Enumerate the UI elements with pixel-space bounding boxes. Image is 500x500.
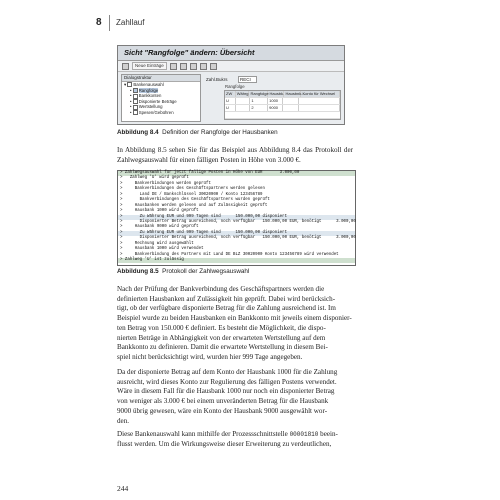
tree-item-spesen[interactable]: • Spesen/Gebühren <box>130 109 174 115</box>
folder-icon <box>127 82 132 87</box>
log-line: > Zu Währung EUR und 999 Tagen sind 150.000,00 disponiert <box>118 231 355 236</box>
tree-header: Dialogstruktur <box>122 75 200 82</box>
text-line: Bankkonto zu definieren. Damit die erwartete Wertstellung in diesem Bei- <box>117 343 328 352</box>
table-cell: U <box>225 105 236 111</box>
folder-icon <box>133 105 138 110</box>
tree-item-wertstellung[interactable]: • Wertstellung <box>130 104 163 110</box>
tree-item-bankenauswahl[interactable]: ▾ Bankenauswahl <box>124 82 164 87</box>
text-line: definierten Hausbanken auf Zulässigkeit hin geprüft. Dabei wird berücksich- <box>117 294 336 303</box>
text-line: von weniger als 3.000 € bei einem unveränderten Betrag für die Hausbank <box>117 397 329 406</box>
text-line: 9000 übrig gewesen, wäre ein Konto der Hausbank 9000 ausgewählt wor- <box>117 406 328 415</box>
paragraph-hausbank-auswahl <box>117 368 353 426</box>
text-line: Wäre in diesem Fall für die Hausbank 1000 nur noch ein disponierter Betrag <box>117 387 335 396</box>
undo-icon[interactable] <box>190 63 197 70</box>
caption-text: Definition der Rangfolge der Hausbanken <box>162 129 278 136</box>
tree-item-rangfolge[interactable]: • Rangfolge <box>130 87 159 93</box>
figure-caption-8-4 <box>117 129 278 136</box>
folder-icon <box>133 110 138 115</box>
log-line: > Disponierter Betrag ausreichend, noch verfügbar 150.000,00 EUR, benötigt 3.000,00 <box>120 219 356 224</box>
log-line: > Hausbank 1000 wird geprüft <box>120 209 199 214</box>
log-line: > Rechnung wird ausgewählt <box>120 241 194 246</box>
table-caption: Rangfolge <box>225 84 245 89</box>
log-line: > Hausbank 9000 wird geprüft <box>120 225 199 230</box>
text-span: beein- <box>318 430 338 438</box>
text-line: spiel nicht berücksichtigt wird, wurden hier 999 Tage angegeben. <box>117 352 303 361</box>
caption-label: Abbildung 8.4 <box>117 129 159 136</box>
text-line: Da der disponierte Betrag auf dem Konto der Hausbank 1000 für die Zahlung <box>117 368 338 376</box>
paragraph-prozessschnittstelle <box>117 430 353 449</box>
table-cell: 9000 <box>268 105 283 111</box>
column-header: Hausbk. <box>269 91 285 96</box>
tree-item-disponierte-betraege[interactable]: • Disponierte Beträge <box>130 98 177 104</box>
table-row[interactable] <box>225 98 340 105</box>
table-cell: 1 <box>250 98 268 104</box>
intro-paragraph: In Abbildung 8.5 sehen Sie für das Beispiel aus Abbildung 8.4 das Protokoll der Zahlwegsauswahl für einen fälligen Posten in Höhe von 3.000 €. <box>117 146 353 164</box>
table-cell <box>299 105 340 111</box>
column-header: Konto für Wechsel <box>301 91 340 97</box>
text-line: nierten Beträge in Abhängigkeit von der erwarteten Wertstellung auf dem <box>117 333 326 342</box>
text-line: den. <box>117 416 130 425</box>
figure-caption-8-5 <box>117 268 249 275</box>
text-line: Nach der Prüfung der Bankverbindung des Geschäftspartners werden die <box>117 285 325 293</box>
log-line: > Bankverbindung des Partners mit Land DE BLZ 30020900 Konto 123456789 wird verwendet <box>120 252 339 257</box>
chapter-title: Zahllauf <box>116 18 145 27</box>
log-line: > Zahlweg 'U' ist zulässig <box>118 258 355 263</box>
column-header: Rangfolge <box>250 91 269 96</box>
log-line: > Zahlwegsauswahl für jetzt fällige Posten in Höhe von EUR 3.000,00 <box>118 171 355 176</box>
select-all-icon[interactable] <box>200 63 207 70</box>
text-line: Beispiel wurde zu beiden Hausbanken ein Bankkonto mit jeweils einem disponier- <box>117 314 352 323</box>
caption-label: Abbildung 8.5 <box>117 268 159 275</box>
log-line: > Disponierter Betrag ausreichend, noch verfügbar 150.000,00 EUR, benötigt 3.000,00 <box>120 236 356 241</box>
log-line: > Bankverbindungen des Geschäftspartners wurden geprüft <box>120 198 270 203</box>
log-line: > Zu Währung EUR und 999 Tagen sind 150.000,00 disponiert <box>118 215 355 220</box>
new-entries-button[interactable]: Neue Einträge <box>132 62 167 70</box>
table-row-empty[interactable] <box>225 112 340 119</box>
chapter-number: 8 <box>96 17 102 28</box>
figure-8-4-screenshot <box>117 45 345 125</box>
deselect-icon[interactable] <box>210 63 217 70</box>
delete-icon[interactable] <box>180 63 187 70</box>
text-line <box>117 430 353 440</box>
table-cell: 1000 <box>268 98 283 104</box>
table-cell <box>299 98 340 104</box>
text-span: Diese Bankenauswahl kann mithilfe der Prozessschnittstelle <box>117 430 290 438</box>
page-header <box>96 17 456 33</box>
dialog-structure-tree <box>121 74 201 122</box>
column-header: ZW <box>225 91 236 97</box>
table-header-row <box>225 91 340 98</box>
page-number: 244 <box>117 484 129 493</box>
edit-icon[interactable] <box>122 63 129 70</box>
table-cell <box>283 98 299 104</box>
log-line: > Hausbanken werden gelesen und auf Zulässigkeit geprüft <box>120 203 268 208</box>
text-line: ausreicht, wird dieses Konto zur Regulierung des fälligen Postens verwendet. <box>117 377 337 386</box>
column-header: Währg <box>236 91 249 96</box>
paragraph-bankenpruefung <box>117 285 353 363</box>
table-cell <box>283 105 299 111</box>
buchungskreis-label: Zahl.Bukrs <box>206 77 228 82</box>
log-line: > Hausbank 1000 wird verwendet <box>120 247 204 252</box>
log-line: > Land DE / Bankschlüssel 30020900 / Konto 123456789 <box>120 192 263 197</box>
sap-window-title: Sicht "Rangfolge" ändern: Übersicht <box>118 46 344 61</box>
log-line: > Bankverbindungen werden geprüft <box>120 181 211 186</box>
tree-item-bankkonten[interactable]: • Bankkonten <box>130 93 162 99</box>
copy-icon[interactable] <box>170 63 177 70</box>
table-row[interactable] <box>225 105 340 112</box>
table-cell: 2 <box>250 105 268 111</box>
sap-toolbar <box>118 61 344 72</box>
text-line: tigt, ob der verfügbare disponierte Betrag für die Zahlung ausreichend ist. Im <box>117 304 336 313</box>
text-line: ten Betrag von 150.000 € definiert. Es besteht die Möglichkeit, die dispo- <box>117 323 326 332</box>
table-cell <box>236 98 250 104</box>
log-line: > Zahlweg 'U' wird geprüft <box>120 176 189 181</box>
buchungskreis-field[interactable]: RECI <box>238 76 257 83</box>
log-line: > Bankverbindungen des Geschäftspartners werden gelesen <box>120 187 265 192</box>
table-cell <box>236 105 250 111</box>
table-cell: U <box>225 98 236 104</box>
column-header: Hausbnk... <box>285 91 305 96</box>
rangfolge-table <box>224 84 341 120</box>
header-divider <box>109 15 110 31</box>
code-reference: 00001810 <box>289 431 319 438</box>
text-line: flusst werden. Um die Wirkungsweise dieser Erweiterung zu verdeutlichen, <box>117 439 332 448</box>
figure-8-5-protocol-log <box>117 170 356 266</box>
rangfolge-detail-panel <box>204 74 341 120</box>
caption-text: Protokoll der Zahlwegsauswahl <box>162 268 250 275</box>
folder-icon <box>133 94 138 99</box>
